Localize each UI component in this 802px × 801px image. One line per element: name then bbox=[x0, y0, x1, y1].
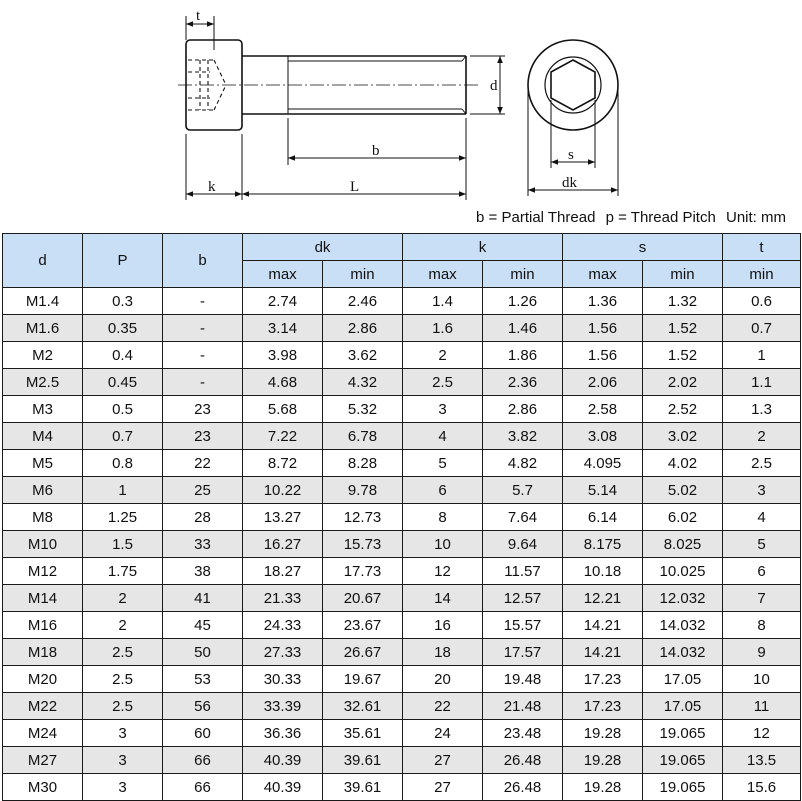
table-cell: 11 bbox=[723, 693, 801, 720]
table-cell: 5 bbox=[723, 531, 801, 558]
table-cell: 17.57 bbox=[483, 639, 563, 666]
table-cell: 2.58 bbox=[563, 396, 643, 423]
table-row bbox=[3, 396, 801, 423]
table-cell: 66 bbox=[163, 747, 243, 774]
subheader-s-min: min bbox=[643, 261, 723, 288]
table-cell: 60 bbox=[163, 720, 243, 747]
table-cell: 15.73 bbox=[323, 531, 403, 558]
table-cell: 40.39 bbox=[243, 747, 323, 774]
subheader-s-max: max bbox=[563, 261, 643, 288]
table-cell: 12.032 bbox=[643, 585, 723, 612]
table-cell: M30 bbox=[3, 774, 83, 801]
table-cell: M12 bbox=[3, 558, 83, 585]
header-dk: dk bbox=[243, 234, 403, 261]
table-cell: 1.52 bbox=[643, 315, 723, 342]
table-cell: 21.48 bbox=[483, 693, 563, 720]
table-cell: 15.57 bbox=[483, 612, 563, 639]
table-cell: 1.56 bbox=[563, 342, 643, 369]
table-cell: 19.28 bbox=[563, 720, 643, 747]
header-b: b bbox=[163, 234, 243, 288]
table-cell: 1.1 bbox=[723, 369, 801, 396]
spec-table bbox=[2, 233, 801, 801]
table-cell: 13.27 bbox=[243, 504, 323, 531]
table-cell: 3 bbox=[83, 747, 163, 774]
header-d: d bbox=[3, 234, 83, 288]
table-cell: 0.5 bbox=[83, 396, 163, 423]
table-cell: 10.025 bbox=[643, 558, 723, 585]
table-cell: 28 bbox=[163, 504, 243, 531]
table-cell: 2.46 bbox=[323, 288, 403, 315]
table-cell: 14.21 bbox=[563, 612, 643, 639]
table-cell: 2.74 bbox=[243, 288, 323, 315]
subheader-dk-min: min bbox=[323, 261, 403, 288]
table-cell: 20.67 bbox=[323, 585, 403, 612]
table-cell: 9.78 bbox=[323, 477, 403, 504]
table-cell: 10 bbox=[403, 531, 483, 558]
table-cell: 23.48 bbox=[483, 720, 563, 747]
table-cell: 1.4 bbox=[403, 288, 483, 315]
legend-partial-thread: b = Partial Thread bbox=[476, 209, 596, 226]
table-cell: 6 bbox=[723, 558, 801, 585]
table-row bbox=[3, 558, 801, 585]
table-cell: 24.33 bbox=[243, 612, 323, 639]
legend bbox=[470, 209, 786, 226]
table-cell: 4.02 bbox=[643, 450, 723, 477]
table-cell: 56 bbox=[163, 693, 243, 720]
table-cell: 7.64 bbox=[483, 504, 563, 531]
table-cell: 32.61 bbox=[323, 693, 403, 720]
table-cell: 33 bbox=[163, 531, 243, 558]
table-cell: 3.08 bbox=[563, 423, 643, 450]
table-cell: 2.86 bbox=[323, 315, 403, 342]
table-cell: 2.36 bbox=[483, 369, 563, 396]
table-cell: 0.7 bbox=[723, 315, 801, 342]
table-cell: M27 bbox=[3, 747, 83, 774]
table-row bbox=[3, 315, 801, 342]
subheader-t-min: min bbox=[723, 261, 801, 288]
table-cell: 3.14 bbox=[243, 315, 323, 342]
table-cell: 7 bbox=[723, 585, 801, 612]
table-cell: 6 bbox=[403, 477, 483, 504]
table-cell: 50 bbox=[163, 639, 243, 666]
label-b: b bbox=[372, 143, 380, 159]
table-row bbox=[3, 531, 801, 558]
table-cell: 8.175 bbox=[563, 531, 643, 558]
table-cell: 3.82 bbox=[483, 423, 563, 450]
table-cell: 17.23 bbox=[563, 693, 643, 720]
table-cell: 16 bbox=[403, 612, 483, 639]
table-cell: 18.27 bbox=[243, 558, 323, 585]
table-cell: 9.64 bbox=[483, 531, 563, 558]
table-cell: M18 bbox=[3, 639, 83, 666]
table-cell: 5.14 bbox=[563, 477, 643, 504]
table-cell: 0.7 bbox=[83, 423, 163, 450]
label-s: s bbox=[568, 147, 574, 163]
table-row bbox=[3, 477, 801, 504]
table-cell: 12.73 bbox=[323, 504, 403, 531]
table-cell: 0.4 bbox=[83, 342, 163, 369]
table-cell: M20 bbox=[3, 666, 83, 693]
table-cell: 2.5 bbox=[403, 369, 483, 396]
table-cell: 23 bbox=[163, 423, 243, 450]
table-cell: 14.032 bbox=[643, 612, 723, 639]
table-cell: 5.7 bbox=[483, 477, 563, 504]
table-cell: - bbox=[163, 342, 243, 369]
table-cell: 1.26 bbox=[483, 288, 563, 315]
table-cell: 1.52 bbox=[643, 342, 723, 369]
table-row bbox=[3, 747, 801, 774]
table-cell: M8 bbox=[3, 504, 83, 531]
table-cell: 2.52 bbox=[643, 396, 723, 423]
table-cell: M2 bbox=[3, 342, 83, 369]
table-row bbox=[3, 639, 801, 666]
table-cell: 39.61 bbox=[323, 747, 403, 774]
table-cell: M3 bbox=[3, 396, 83, 423]
table-cell: 1 bbox=[723, 342, 801, 369]
table-cell: 4 bbox=[403, 423, 483, 450]
table-cell: M10 bbox=[3, 531, 83, 558]
table-cell: 33.39 bbox=[243, 693, 323, 720]
table-cell: 5.68 bbox=[243, 396, 323, 423]
table-cell: 19.065 bbox=[643, 774, 723, 801]
table-cell: 3 bbox=[403, 396, 483, 423]
table-row bbox=[3, 774, 801, 801]
label-t: t bbox=[196, 8, 201, 24]
table-cell: 27.33 bbox=[243, 639, 323, 666]
table-cell: 26.67 bbox=[323, 639, 403, 666]
table-cell: 41 bbox=[163, 585, 243, 612]
table-cell: 10 bbox=[723, 666, 801, 693]
table-cell: 8.72 bbox=[243, 450, 323, 477]
table-cell: 7.22 bbox=[243, 423, 323, 450]
table-cell: M4 bbox=[3, 423, 83, 450]
table-cell: 45 bbox=[163, 612, 243, 639]
table-cell: 19.28 bbox=[563, 747, 643, 774]
table-cell: 12 bbox=[723, 720, 801, 747]
table-cell: 16.27 bbox=[243, 531, 323, 558]
table-cell: 5.32 bbox=[323, 396, 403, 423]
table-cell: 1.86 bbox=[483, 342, 563, 369]
table-cell: 19.28 bbox=[563, 774, 643, 801]
table-cell: 2.86 bbox=[483, 396, 563, 423]
side-view bbox=[178, 40, 478, 130]
table-cell: M1.6 bbox=[3, 315, 83, 342]
table-cell: 2 bbox=[83, 612, 163, 639]
table-cell: 1.46 bbox=[483, 315, 563, 342]
table-cell: 0.35 bbox=[83, 315, 163, 342]
table-cell: 14.032 bbox=[643, 639, 723, 666]
table-cell: 39.61 bbox=[323, 774, 403, 801]
header-t: t bbox=[723, 234, 801, 261]
table-cell: 1.56 bbox=[563, 315, 643, 342]
table-cell: 5 bbox=[403, 450, 483, 477]
bolt-dimension-drawing bbox=[0, 0, 802, 208]
table-row bbox=[3, 666, 801, 693]
table-row bbox=[3, 693, 801, 720]
table-cell: 4.095 bbox=[563, 450, 643, 477]
table-cell: M22 bbox=[3, 693, 83, 720]
table-cell: 4 bbox=[723, 504, 801, 531]
table-row bbox=[3, 342, 801, 369]
table-cell: 2.5 bbox=[723, 450, 801, 477]
table-cell: M24 bbox=[3, 720, 83, 747]
header-row bbox=[3, 234, 801, 261]
table-cell: 12 bbox=[403, 558, 483, 585]
table-cell: 2.5 bbox=[83, 639, 163, 666]
subheader-k-min: min bbox=[483, 261, 563, 288]
table-cell: 3 bbox=[83, 720, 163, 747]
table-cell: 1.75 bbox=[83, 558, 163, 585]
table-cell: 4.82 bbox=[483, 450, 563, 477]
table-cell: M5 bbox=[3, 450, 83, 477]
table-cell: 26.48 bbox=[483, 774, 563, 801]
header-s: s bbox=[563, 234, 723, 261]
table-cell: 15.6 bbox=[723, 774, 801, 801]
table-cell: 19.48 bbox=[483, 666, 563, 693]
table-cell: 11.57 bbox=[483, 558, 563, 585]
table-cell: 2 bbox=[403, 342, 483, 369]
table-cell: M1.4 bbox=[3, 288, 83, 315]
table-row bbox=[3, 612, 801, 639]
legend-thread-pitch: p = Thread Pitch bbox=[605, 209, 716, 226]
table-cell: 18 bbox=[403, 639, 483, 666]
table-cell: 8.28 bbox=[323, 450, 403, 477]
table-cell: 4.32 bbox=[323, 369, 403, 396]
table-cell: 13.5 bbox=[723, 747, 801, 774]
table-row bbox=[3, 288, 801, 315]
table-cell: 2.06 bbox=[563, 369, 643, 396]
table-cell: 27 bbox=[403, 774, 483, 801]
table-cell: 1.36 bbox=[563, 288, 643, 315]
table-cell: 0.8 bbox=[83, 450, 163, 477]
table-cell: 12.21 bbox=[563, 585, 643, 612]
table-cell: 3 bbox=[723, 477, 801, 504]
table-cell: 3.98 bbox=[243, 342, 323, 369]
table-cell: 2.02 bbox=[643, 369, 723, 396]
table-cell: 1 bbox=[83, 477, 163, 504]
table-cell: 2.5 bbox=[83, 666, 163, 693]
table-cell: M16 bbox=[3, 612, 83, 639]
table-cell: M2.5 bbox=[3, 369, 83, 396]
table-cell: 21.33 bbox=[243, 585, 323, 612]
table-cell: 26.48 bbox=[483, 747, 563, 774]
table-cell: 25 bbox=[163, 477, 243, 504]
table-cell: 27 bbox=[403, 747, 483, 774]
subheader-k-max: max bbox=[403, 261, 483, 288]
label-L: L bbox=[350, 179, 360, 195]
label-d: d bbox=[490, 78, 498, 94]
table-cell: 8 bbox=[403, 504, 483, 531]
table-cell: 23.67 bbox=[323, 612, 403, 639]
table-cell: 3 bbox=[83, 774, 163, 801]
table-cell: 1.25 bbox=[83, 504, 163, 531]
table-row bbox=[3, 585, 801, 612]
table-cell: 17.73 bbox=[323, 558, 403, 585]
table-row bbox=[3, 450, 801, 477]
table-cell: 17.23 bbox=[563, 666, 643, 693]
table-cell: 2 bbox=[723, 423, 801, 450]
table-cell: 10.22 bbox=[243, 477, 323, 504]
dimension-lines bbox=[186, 16, 618, 200]
table-cell: 1.5 bbox=[83, 531, 163, 558]
table-cell: 19.67 bbox=[323, 666, 403, 693]
label-k: k bbox=[208, 179, 216, 195]
table-cell: 36.36 bbox=[243, 720, 323, 747]
table-row bbox=[3, 504, 801, 531]
table-cell: 53 bbox=[163, 666, 243, 693]
table-cell: 1.6 bbox=[403, 315, 483, 342]
table-cell: M14 bbox=[3, 585, 83, 612]
table-cell: 0.6 bbox=[723, 288, 801, 315]
table-cell: 12.57 bbox=[483, 585, 563, 612]
table-cell: 35.61 bbox=[323, 720, 403, 747]
table-cell: 19.065 bbox=[643, 720, 723, 747]
table-cell: 14 bbox=[403, 585, 483, 612]
table-cell: 40.39 bbox=[243, 774, 323, 801]
table-cell: 2.5 bbox=[83, 693, 163, 720]
table-cell: 22 bbox=[163, 450, 243, 477]
table-cell: 0.3 bbox=[83, 288, 163, 315]
table-cell: 14.21 bbox=[563, 639, 643, 666]
table-cell: 4.68 bbox=[243, 369, 323, 396]
table-cell: 24 bbox=[403, 720, 483, 747]
table-cell: - bbox=[163, 315, 243, 342]
table-cell: 6.02 bbox=[643, 504, 723, 531]
table-cell: 3.02 bbox=[643, 423, 723, 450]
table-row bbox=[3, 720, 801, 747]
table-cell: 1.3 bbox=[723, 396, 801, 423]
table-cell: 1.32 bbox=[643, 288, 723, 315]
table-cell: 66 bbox=[163, 774, 243, 801]
table-row bbox=[3, 369, 801, 396]
table-cell: 8.025 bbox=[643, 531, 723, 558]
table-cell: 22 bbox=[403, 693, 483, 720]
header-p: P bbox=[83, 234, 163, 288]
subheader-dk-max: max bbox=[243, 261, 323, 288]
spec-table-body bbox=[3, 288, 801, 801]
table-cell: 19.065 bbox=[643, 747, 723, 774]
table-cell: - bbox=[163, 369, 243, 396]
header-k: k bbox=[403, 234, 563, 261]
table-cell: 20 bbox=[403, 666, 483, 693]
table-cell: 23 bbox=[163, 396, 243, 423]
label-dk: dk bbox=[562, 175, 577, 191]
table-cell: 17.05 bbox=[643, 693, 723, 720]
table-cell: 2 bbox=[83, 585, 163, 612]
end-view bbox=[528, 40, 618, 130]
table-cell: 8 bbox=[723, 612, 801, 639]
legend-unit: Unit: mm bbox=[726, 209, 786, 226]
table-cell: M6 bbox=[3, 477, 83, 504]
table-cell: 17.05 bbox=[643, 666, 723, 693]
table-cell: 9 bbox=[723, 639, 801, 666]
table-cell: 3.62 bbox=[323, 342, 403, 369]
table-cell: 5.02 bbox=[643, 477, 723, 504]
table-cell: 6.14 bbox=[563, 504, 643, 531]
table-row bbox=[3, 423, 801, 450]
table-cell: 38 bbox=[163, 558, 243, 585]
table-cell: 0.45 bbox=[83, 369, 163, 396]
table-cell: 6.78 bbox=[323, 423, 403, 450]
table-cell: - bbox=[163, 288, 243, 315]
table-cell: 10.18 bbox=[563, 558, 643, 585]
table-cell: 30.33 bbox=[243, 666, 323, 693]
